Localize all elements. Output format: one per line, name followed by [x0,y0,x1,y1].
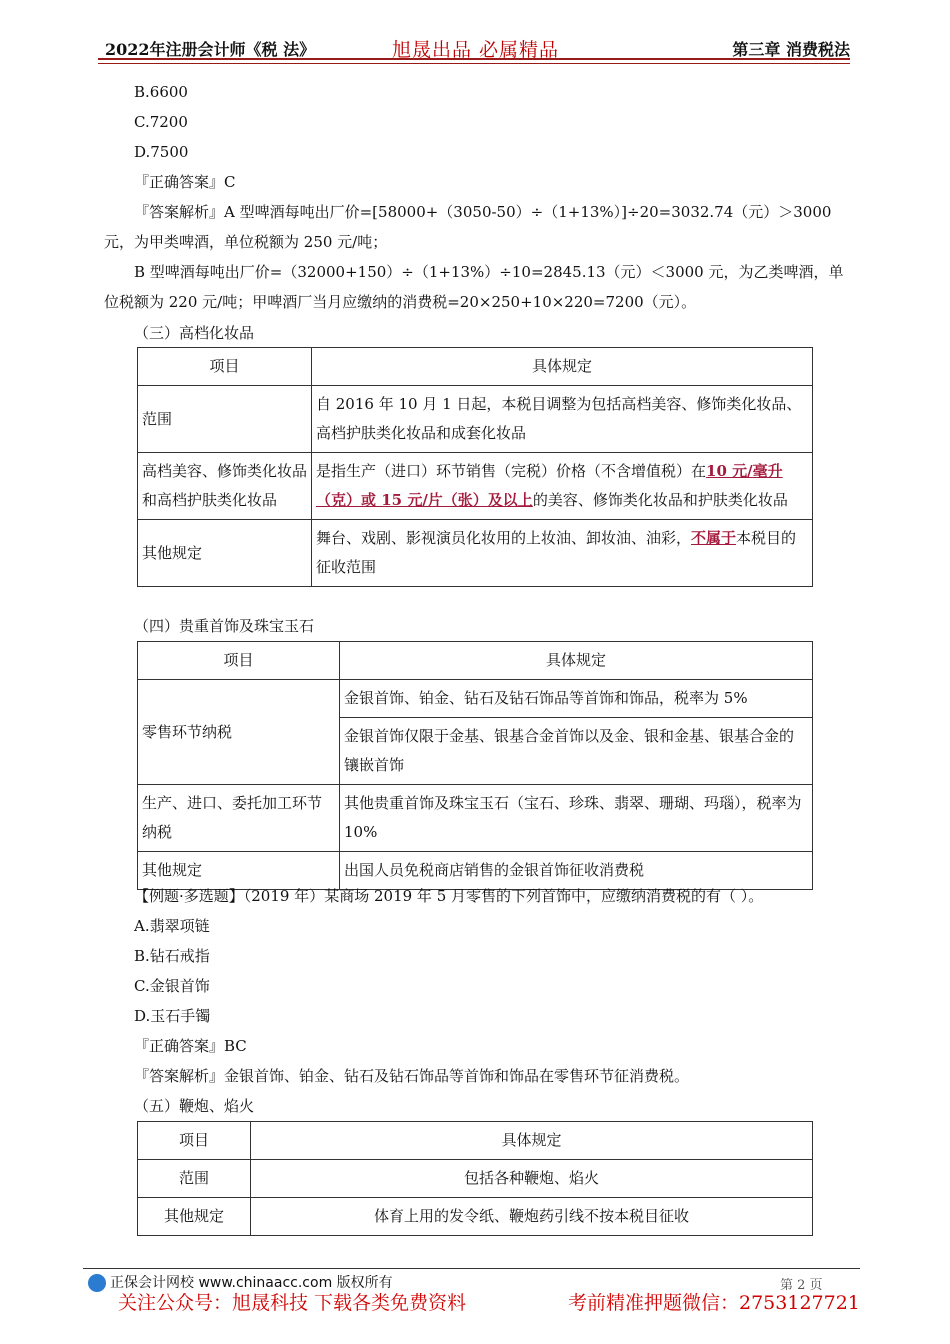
footer-promo-left: 关注公众号：旭晟科技 下载各类免费资料 [118,1292,467,1314]
q1-analysis-line4: 位税额为 220 元/吨；甲啤酒厂当月应缴纳的消费税=20×250+10×220=7200（元）。 [104,293,697,311]
table-cell: 包括各种鞭炮、焰火 [251,1160,813,1198]
table-cell: 其他规定 [138,1198,251,1236]
chinaacc-logo-icon [88,1274,106,1292]
footer-copyright: 正保会计网校 www.chinaacc.com 版权所有 [110,1275,393,1291]
jewelry-table [137,641,813,890]
header-divider [98,58,850,60]
q1-analysis-line3: B 型啤酒每吨出厂价=（32000+150）÷（1+13%）÷10=2845.13（元）＜3000 元，为乙类啤酒，单 [134,263,844,281]
table-header-item: 项目 [138,348,312,386]
q2-option-a: A.翡翠项链 [134,917,210,935]
cell-text: 舞台、戏剧、影视演员化妆用的上妆油、卸妆油、油彩， [316,529,692,547]
table-cell: 其他贵重首饰及珠宝玉石（宝石、珍珠、翡翠、珊瑚、玛瑙），税率为 10% [340,785,813,852]
header-divider-thin [98,63,850,64]
section5-title: （五）鞭炮、焰火 [134,1097,255,1115]
q2-option-d: D.玉石手镯 [134,1007,211,1025]
q1-option-c: C.7200 [134,113,188,131]
q1-option-b: B.6600 [134,83,188,101]
table-cell: 体育上用的发令纸、鞭炮药引线不按本税目征收 [251,1198,813,1236]
q2-analysis: 『答案解析』金银首饰、铂金、钻石及钻石饰品等首饰和饰品在零售环节征消费税。 [134,1067,690,1085]
header-chapter: 第三章 消费税法 [732,40,850,59]
cell-text: 是指生产（进口）环节销售（完税）价格（不含增值税）在 [316,462,707,480]
table-header-rule: 具体规定 [340,642,813,680]
header-watermark: 旭晟出品 必属精品 [392,39,560,61]
table-header-rule: 具体规定 [312,348,813,386]
header-doc-title: 2022年注册会计师《税 法》 [105,40,316,59]
cell-text: 的美容、修饰类化妆品和护肤类化妆品 [532,491,788,509]
page-number: 第 2 页 [780,1278,823,1293]
table-cell [312,453,813,520]
q1-analysis-line1: 『答案解析』A 型啤酒每吨出厂价=[58000+（3050-50）÷（1+13%）]÷20=3032.74（元）＞3000 [134,203,832,221]
table-cell: 出国人员免税商店销售的金银首饰征收消费税 [340,852,813,890]
table-cell: 金银首饰仅限于金基、银基合金首饰以及金、银和金基、银基合金的镶嵌首饰 [340,718,813,785]
table-header-rule: 具体规定 [251,1122,813,1160]
firecracker-table [137,1121,813,1236]
q2-answer: 『正确答案』BC [134,1037,247,1055]
q1-answer: 『正确答案』C [134,173,236,191]
q2-stem: 【例题·多选题】（2019 年）某商场 2019 年 5 月零售的下列首饰中，应缴纳消费税的有（ ）。 [134,887,764,905]
table-cell: 零售环节纳税 [138,680,340,785]
table-cell: 范围 [138,386,312,453]
table-cell: 金银首饰、铂金、钻石及钻石饰品等首饰和饰品，税率为 5% [340,680,813,718]
highlight-threshold: 10 元/毫升（克）或 15 元/片（张）及以上 [316,462,783,509]
q2-option-b: B.钻石戒指 [134,947,210,965]
table-cell: 高档美容、修饰类化妆品和高档护肤类化妆品 [138,453,312,520]
q1-option-d: D.7500 [134,143,189,161]
section3-title: （三）高档化妆品 [134,324,255,342]
table-header-item: 项目 [138,1122,251,1160]
highlight-not-included: 不属于 [691,529,737,547]
q2-option-c: C.金银首饰 [134,977,210,995]
footer-divider [83,1268,860,1269]
table-cell: 其他规定 [138,852,340,890]
cosmetics-table [137,347,813,587]
table-cell [312,520,813,587]
section4-title: （四）贵重首饰及珠宝玉石 [134,617,315,635]
table-cell: 自 2016 年 10 月 1 日起，本税目调整为包括高档美容、修饰类化妆品、高档护肤类化妆品和成套化妆品 [312,386,813,453]
table-header-item: 项目 [138,642,340,680]
cell-text: 本税目的征收范围 [316,529,797,576]
table-cell: 范围 [138,1160,251,1198]
q1-analysis-line2: 元，为甲类啤酒，单位税额为 250 元/吨； [104,233,388,251]
table-cell: 生产、进口、委托加工环节纳税 [138,785,340,852]
footer-promo-right: 考前精准押题微信：2753127721 [568,1292,860,1314]
table-cell: 其他规定 [138,520,312,587]
